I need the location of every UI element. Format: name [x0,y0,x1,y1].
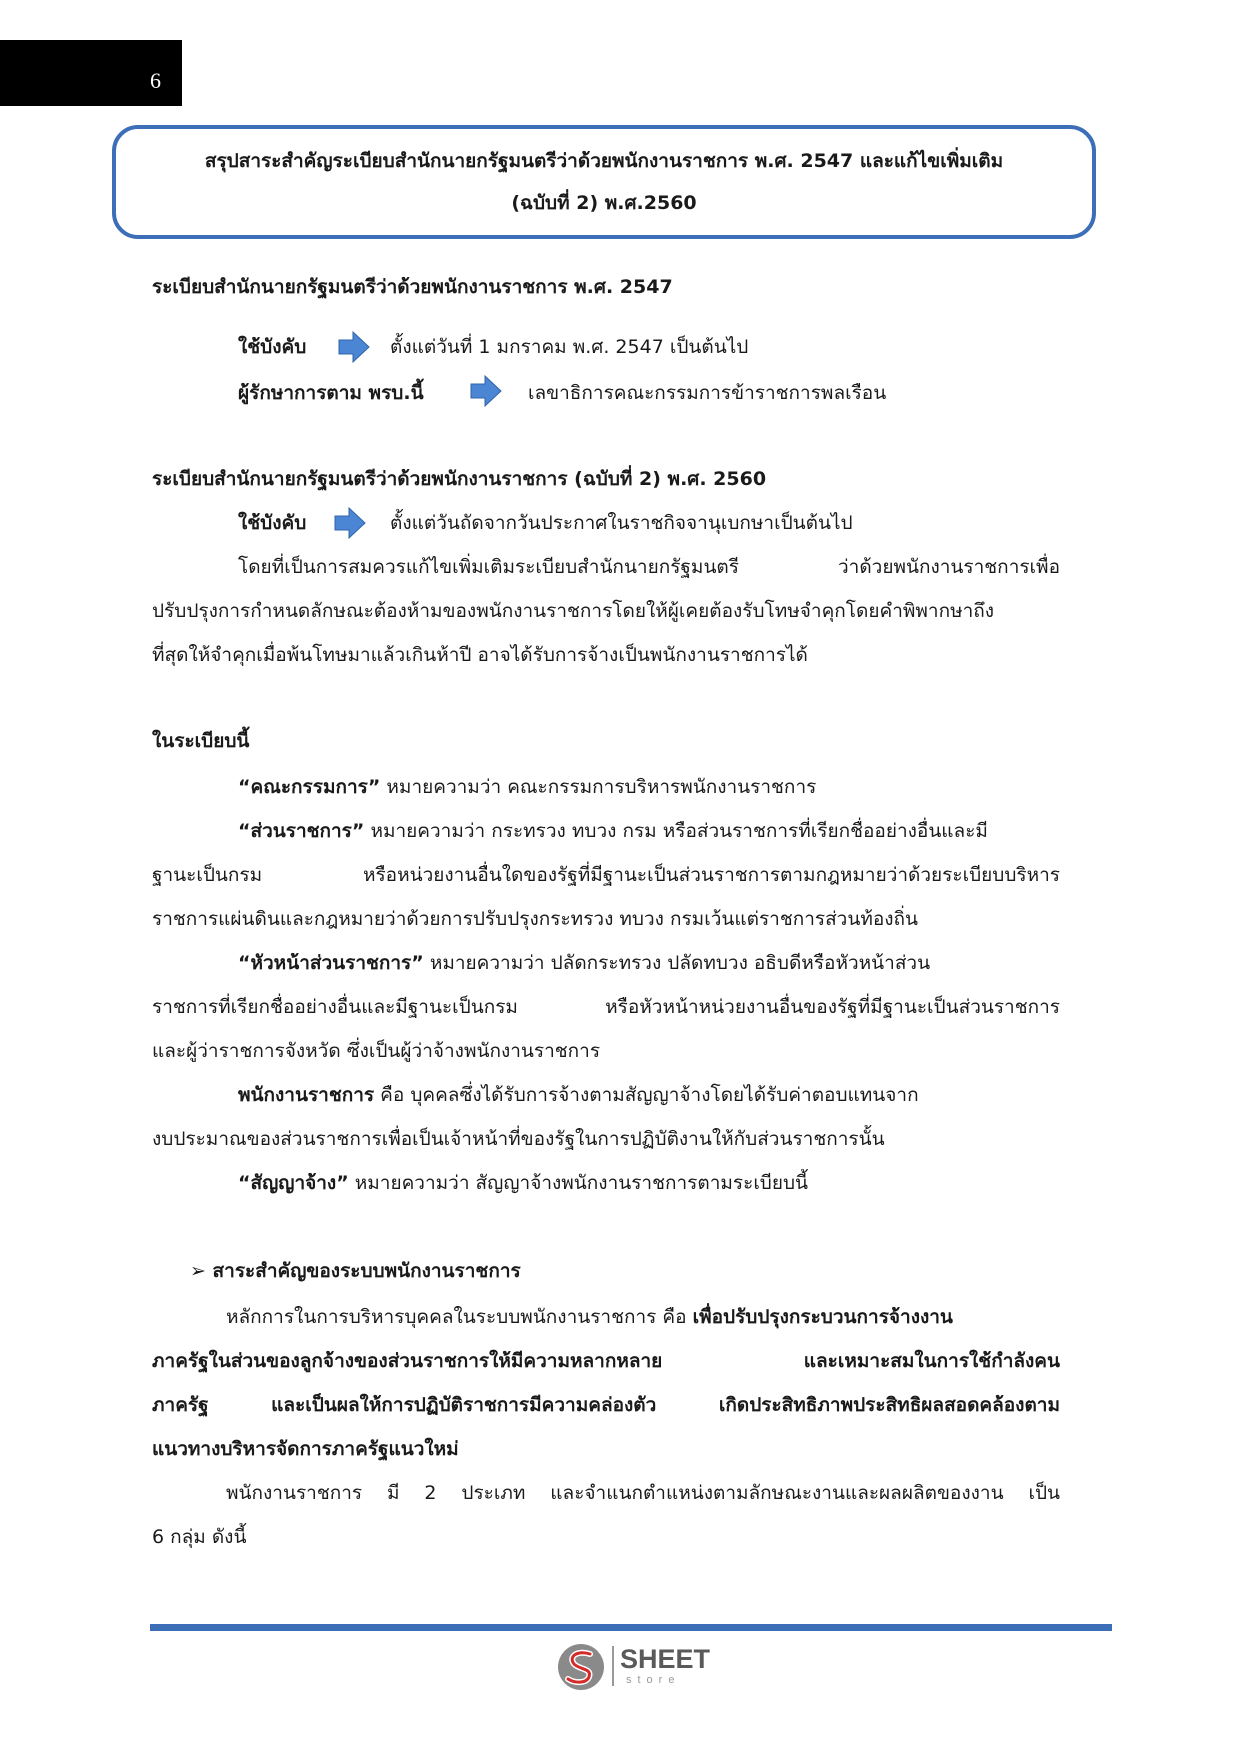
essence-p1-line-1 [226,1302,953,1332]
definition-text: คือ บุคคลซึ่งได้รับการจ้างตามสัญญาจ้างโดยได้รับค่าตอบแทนจาก [380,1084,919,1106]
section1-heading: ระเบียบสำนักนายกรัฐมนตรีว่าด้วยพนักงานราชการ พ.ศ. 2547 [152,276,673,298]
section2-paragraph-line-2: ปรับปรุงการกำหนดลักษณะต้องห้ามของพนักงานราชการโดยให้ผู้เคยต้องรับโทษจำคุกโดยคำพิพากษาถึง [152,600,995,622]
essence-p2-line-2: 6 กลุ่ม ดังนี้ [152,1526,247,1548]
title-line-2: (ฉบับที่ 2) พ.ศ.2560 [511,192,697,214]
section1-keeper-value: เลขาธิการคณะกรรมการข้าราชการพลเรือน [528,382,887,404]
definitions-heading: ในระเบียบนี้ [152,730,250,752]
definition-head [238,948,930,978]
section2-paragraph-line-3: ที่สุดให้จำคุกเมื่อพ้นโทษมาแล้วเกินห้าปี อาจได้รับการจ้างเป็นพนักงานราชการได้ [152,644,808,666]
definition-employee-line-2: งบประมาณของส่วนราชการเพื่อเป็นเจ้าหน้าที่ของรัฐในการปฏิบัติงานให้กับส่วนราชการนั้น [152,1128,885,1150]
section2-heading: ระเบียบสำนักนายกรัฐมนตรีว่าด้วยพนักงานราชการ (ฉบับที่ 2) พ.ศ. 2560 [152,468,767,490]
definition-head-line-2: ราชการที่เรียกชื่ออย่างอื่นและมีฐานะเป็นกรม หรือหัวหน้าหน่วยงานอื่นของรัฐที่มีฐานะเป็นส่วนราชการ [152,996,1060,1018]
essence-p1-line-2: ภาครัฐในส่วนของลูกจ้างของส่วนราชการให้มีความหลากหลาย และเหมาะสมในการใช้กำลังคน [152,1350,1060,1372]
definition-agency-line-3: ราชการแผ่นดินและกฎหมายว่าด้วยการปรับปรุงกระทรวง ทบวง กรมเว้นแต่ราชการส่วนท้องถิ่น [152,908,919,930]
title-box [112,125,1096,239]
section2-paragraph-line-1: โดยที่เป็นการสมควรแก้ไขเพิ่มเติมระเบียบสำนักนายกรัฐมนตรี ว่าด้วยพนักงานราชการเพื่อ [238,556,1060,578]
page-number: 6 [150,68,161,93]
definition-agency [238,816,988,846]
essence-p1-bold: เพื่อปรับปรุงกระบวนการจ้างงาน [692,1306,953,1328]
definition-contract [238,1168,808,1198]
logo-divider [612,1646,614,1686]
section1-enforce-label: ใช้บังคับ [238,336,307,358]
definition-term: “หัวหน้าส่วนราชการ” [238,952,424,974]
definition-term: “คณะกรรมการ” [238,776,381,798]
title-line-1: สรุปสาระสำคัญระเบียบสำนักนายกรัฐมนตรีว่าด้วยพนักงานราชการ พ.ศ. 2547 และแก้ไขเพิ่มเติม [204,150,1004,172]
section2-enforce-label: ใช้บังคับ [238,512,307,534]
definition-text: หมายความว่า สัญญาจ้างพนักงานราชการตามระเบียบนี้ [354,1172,809,1194]
definition-text: หมายความว่า คณะกรรมการบริหารพนักงานราชการ [386,776,817,798]
definition-term: “สัญญาจ้าง” [238,1172,349,1194]
essence-p1-lead: หลักการในการบริหารบุคคลในระบบพนักงานราชการ คือ [226,1306,687,1328]
definition-employee [238,1080,919,1110]
arrow-right-icon [470,374,502,408]
essence-heading: สาระสำคัญของระบบพนักงานราชการ [212,1260,521,1282]
essence-p2-line-1: พนักงานราชการ มี 2 ประเภท และจำแนกตำแหน่งตามลักษณะงานและผลผลิตของงาน เป็น [226,1482,1060,1504]
footer-rule [150,1624,1112,1631]
section1-enforce-value: ตั้งแต่วันที่ 1 มกราคม พ.ศ. 2547 เป็นต้นไป [390,336,749,358]
essence-heading-row [190,1256,521,1286]
arrow-right-icon [334,506,366,540]
logo-word: SHEET [620,1644,711,1674]
definition-text: หมายความว่า กระทรวง ทบวง กรม หรือส่วนราชการที่เรียกชื่ออย่างอื่นและมี [370,820,988,842]
arrow-right-icon [338,330,370,364]
definition-agency-line-2: ฐานะเป็นกรม หรือหน่วยงานอื่นใดของรัฐที่มีฐานะเป็นส่วนราชการตามกฎหมายว่าด้วยระเบียบบริหาร [152,864,1060,886]
logo-sub: store [626,1674,681,1686]
sheet-store-logo [556,1640,726,1696]
definition-term: “ส่วนราชการ” [238,820,365,842]
definition-head-line-3: และผู้ว่าราชการจังหวัด ซึ่งเป็นผู้ว่าจ้างพนักงานราชการ [152,1040,601,1062]
definition-term: พนักงานราชการ [238,1084,375,1106]
section1-keeper-label: ผู้รักษาการตาม พรบ.นี้ [238,382,424,404]
essence-p1-line-3: ภาครัฐ และเป็นผลให้การปฏิบัติราชการมีความคล่องตัว เกิดประสิทธิภาพประสิทธิผลสอดคล้องตาม [152,1394,1060,1416]
section2-enforce-value: ตั้งแต่วันถัดจากวันประกาศในราชกิจจานุเบกษาเป็นต้นไป [390,512,853,534]
bullet-arrow-icon: ➢ [190,1260,206,1282]
sheet-store-logo-icon [556,1642,606,1692]
definition-text: หมายความว่า ปลัดกระทรวง ปลัดทบวง อธิบดีหรือหัวหน้าส่วน [429,952,931,974]
essence-p1-line-4: แนวทางบริหารจัดการภาครัฐแนวใหม่ [152,1438,459,1460]
definition-committee [238,772,816,802]
